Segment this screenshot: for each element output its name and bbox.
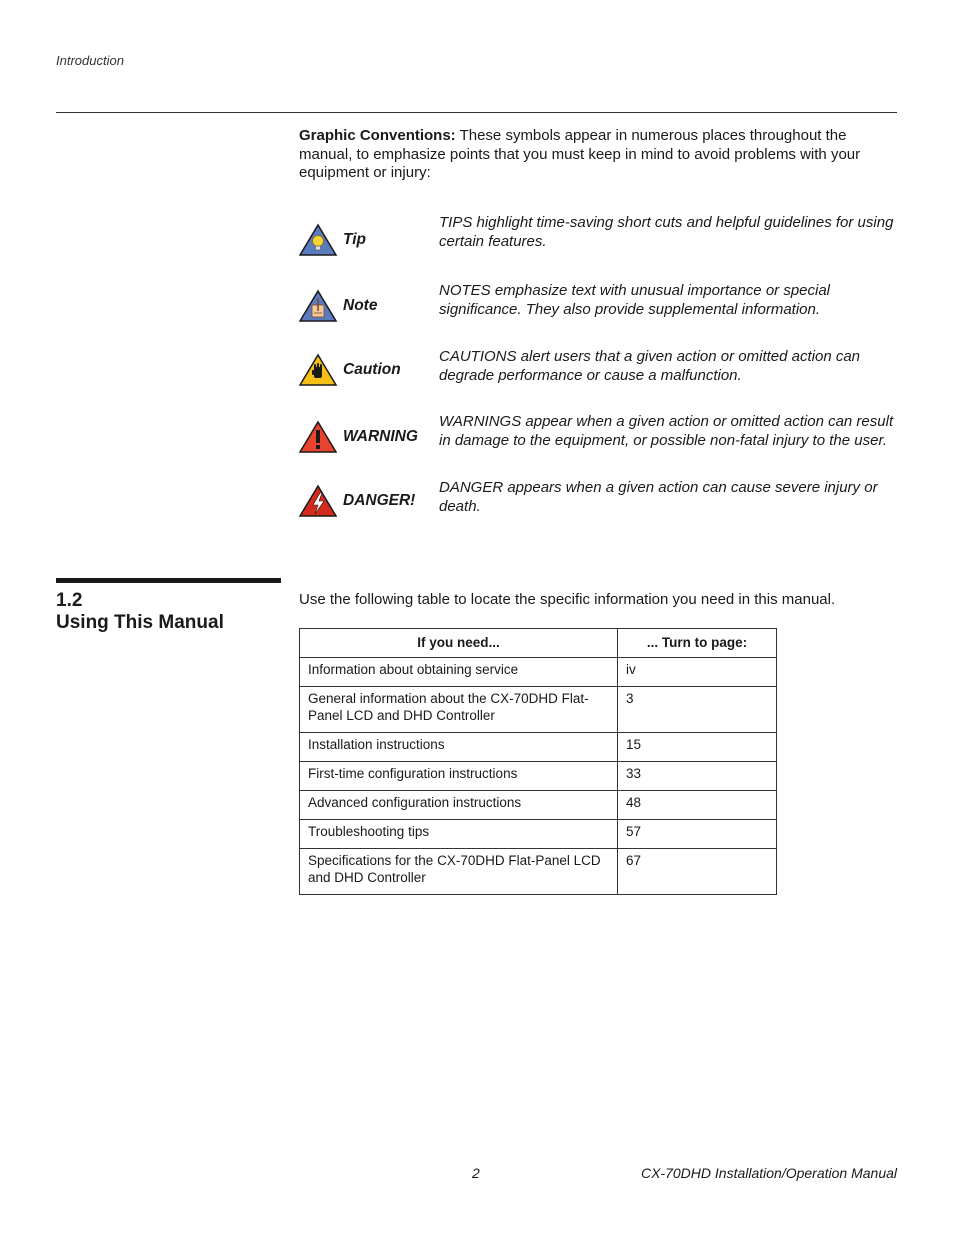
section-intro: Use the following table to locate the specific information you need in this manual. [299,591,836,608]
table-cell-page: 57 [618,820,777,849]
table-row [300,849,777,895]
table-header-need: If you need... [300,629,618,658]
section-title: Using This Manual [56,612,224,633]
lightning-icon [299,484,339,518]
table-row [300,687,777,733]
table-row [300,733,777,762]
note-icon [299,289,339,323]
section-number: 1.2 [56,590,83,611]
exclamation-icon [299,420,339,454]
table-cell-topic: Information about obtaining service [300,658,618,687]
table-row [300,658,777,687]
tip-description: TIPS highlight time-saving short cuts and helpful guidelines for using certain features. [439,214,894,250]
table-cell-page: 67 [618,849,777,895]
table-header-page: ... Turn to page: [618,629,777,658]
caution-description: CAUTIONS alert users that a given action or omitted action can degrade performance or cause a malfunction. [439,348,861,384]
table-row [300,820,777,849]
header-divider [56,112,897,113]
warning-description: WARNINGS appear when a given action or omitted action can result in damage to the equipment, or possible non-fatal injury to the user. [439,413,894,449]
footer-title: CX-70DHD Installation/Operation Manual [640,1165,897,1181]
note-label: Note [343,297,378,314]
table-cell-topic: General information about the CX-70DHD Flat-Panel LCD and DHD Controller [300,687,618,733]
graphic-conventions-lead: Graphic Conventions: [299,127,456,144]
danger-label: DANGER! [343,492,416,509]
table-header-row [300,629,777,658]
graphic-conventions-text: These symbols appear in numerous places throughout the manual, to emphasize points that you must keep in mind to avoid problems with your equipment or injury: [299,127,861,181]
hand-icon [299,353,339,387]
page-reference-table [299,628,777,895]
table-cell-topic: Specifications for the CX-70DHD Flat-Panel LCD and DHD Controller [300,849,618,895]
table-cell-topic: Installation instructions [300,733,618,762]
page-number: 2 [472,1165,480,1181]
table-cell-topic: First-time configuration instructions [300,762,618,791]
note-description: NOTES emphasize text with unusual importance or special significance. They also provide supplemental information. [439,282,831,318]
table-row [300,762,777,791]
table-cell-page: 3 [618,687,777,733]
table-cell-page: iv [618,658,777,687]
table-cell-topic: Troubleshooting tips [300,820,618,849]
tip-label: Tip [343,231,366,248]
table-cell-page: 33 [618,762,777,791]
table-cell-page: 15 [618,733,777,762]
graphic-conventions-intro [299,127,889,183]
table-row [300,791,777,820]
danger-description: DANGER appears when a given action can cause severe injury or death. [439,479,878,515]
section-rule [56,578,281,583]
warning-label: WARNING [343,428,418,445]
table-cell-page: 48 [618,791,777,820]
caution-label: Caution [343,361,401,378]
running-head: Introduction [56,53,124,68]
lightbulb-icon [299,223,339,257]
table-cell-topic: Advanced configuration instructions [300,791,618,820]
